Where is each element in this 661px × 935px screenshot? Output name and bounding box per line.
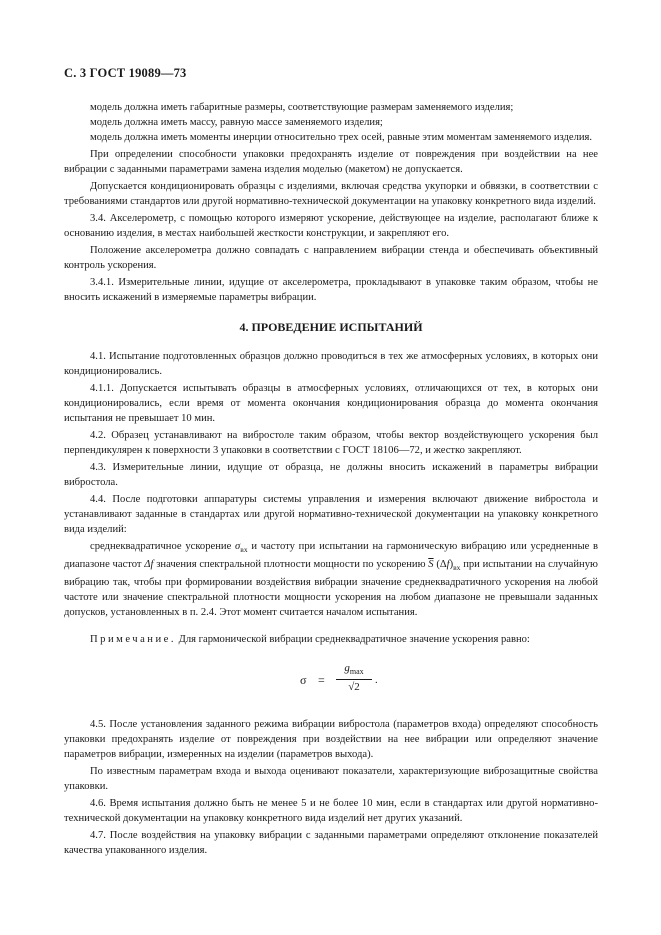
note-paragraph bbox=[64, 632, 598, 647]
paragraph: 4.7. После воздействия на упаковку вибрации с заданными параметрами определяют отклонение показателей качества упакованного изделия. bbox=[64, 830, 598, 857]
rms-text-4: при испытании на случайную вибрацию так, чтобы при формировании воздействия вибрации значение среднеквадратичного ускорения на любой частоте или значение спектральной плотности мощности ускорения на любом диапазоне не превышали заданных допусков, установленных в п. 2.4. Этот момент считается началом испытания. bbox=[64, 559, 598, 619]
sigma-symbol: $\sigma_{вх}$ bbox=[235, 541, 248, 555]
delta-f-symbol: Δf bbox=[144, 559, 154, 571]
paragraph: 4.3. Измерительные линии, идущие от образца, не должны вносить искажений в параметры вибрации вибростола. bbox=[64, 462, 598, 488]
note-text: Для гармонической вибрации среднеквадратичное значение ускорения равно: bbox=[178, 634, 530, 646]
rms-text-2: и частоту при испытании на гармоническую вибрацию или усредненные в диапазоне частот bbox=[64, 541, 599, 571]
paragraph: Допускается кондиционировать образцы с изделиями, включая средства укупорки и обвязки, в соответствии с требованиями стандартов или другой нормативно-технической документации на упаковку конкретного вида изделий. bbox=[64, 181, 598, 207]
rms-paragraph bbox=[64, 539, 598, 620]
document-body bbox=[64, 100, 598, 858]
paragraph: При определении способности упаковки предохранять изделие от повреждения при воздействии на нее вибрации с заданными параметрами замена изделия моделью (макетом) не допускается. bbox=[64, 149, 598, 175]
rms-text-1: среднеквадратичное ускорение bbox=[90, 541, 232, 552]
paragraph: Положение акселерометра должно совпадать с направлением вибрации стенда и обеспечивать объективный контроль ускорения. bbox=[64, 245, 598, 271]
paragraph: модель должна иметь массу, равную массе заменяемого изделия; bbox=[90, 117, 383, 128]
paragraph: модель должна иметь моменты инерции относительно трех осей, равные этим моментам заменяемого изделия. bbox=[90, 132, 593, 143]
paragraph: 3.4. Акселерометр, с помощью которого измеряют ускорение, действующее на изделие, располагают ближе к основанию изделия, в местах наибольшей жесткости конструкции, и закрепляют его. bbox=[64, 213, 598, 239]
paragraph: 4.6. Время испытания должно быть не менее 5 и не более 10 мин, если в стандартах или другой нормативно-технической документации на упаковку конкретного вида изделий нет других указаний. bbox=[64, 798, 598, 825]
formula-lhs: σ bbox=[300, 673, 307, 688]
spectral-density-symbol: $\overline{S}$ $(\Delta f)_{вх}$ bbox=[428, 559, 461, 573]
formula-fraction bbox=[336, 661, 372, 694]
section-title: 4. ПРОВЕДЕНИЕ ИСПЫТАНИЙ bbox=[239, 320, 423, 334]
formula-numerator: $g_{max}$ bbox=[336, 661, 372, 680]
paragraph: модель должна иметь габаритные размеры, соответствующие размерам заменяемого изделия; bbox=[90, 102, 514, 113]
paragraph: По известным параметрам входа и выхода оценивают показатели, характеризующие виброзащитные свойства упаковки. bbox=[64, 766, 598, 793]
paragraph: 4.5. После установления заданного режима вибрации вибростола (параметров входа) определяют способность упаковки предохранять изделие от повреждения при воздействии на нее вибрации или определяют значение параметров вибрации, измеренных на изделии (параметров выхода). bbox=[64, 719, 598, 761]
paragraph: 3.4.1. Измерительные линии, идущие от акселерометра, прокладывают в упаковке таким образом, чтобы не вносить искажений в измеряемые параметры вибрации. bbox=[64, 277, 598, 303]
formula bbox=[64, 661, 598, 701]
paragraph: 4.1.1. Допускается испытывать образцы в атмосферных условиях, отличающихся от тех, в которых они кондиционировались, если время от момента окончания кондиционирования образца до момента окончания испытания не превышает 10 мин. bbox=[64, 383, 598, 424]
formula-denominator: √2 bbox=[348, 681, 360, 694]
paragraph: 4.2. Образец устанавливают на вибростоле таким образом, чтобы вектор воздействующего ускорения был перпендикулярен к поверхности 3 упаковки в соответствии с ГОСТ 18106—72, и жестко закрепляют. bbox=[64, 430, 598, 456]
formula-period: . bbox=[375, 675, 378, 687]
note-label: Примечание. bbox=[90, 634, 176, 646]
paragraph: 4.4. После подготовки аппаратуры системы управления и измерения включают движение вибростола и устанавливают заданные в стандартах или другой нормативно-технической документации на упаковку конкретного вида изделий: bbox=[64, 494, 598, 535]
rms-text-3: значения спектральной плотности мощности по ускорению bbox=[156, 559, 426, 571]
paragraph: 4.1. Испытание подготовленных образцов должно проводиться в тех же атмосферных условиях, в которых они кондиционировались. bbox=[64, 351, 598, 377]
page-header: С. 3 ГОСТ 19089—73 bbox=[64, 66, 187, 80]
formula-equals: = bbox=[318, 673, 325, 688]
